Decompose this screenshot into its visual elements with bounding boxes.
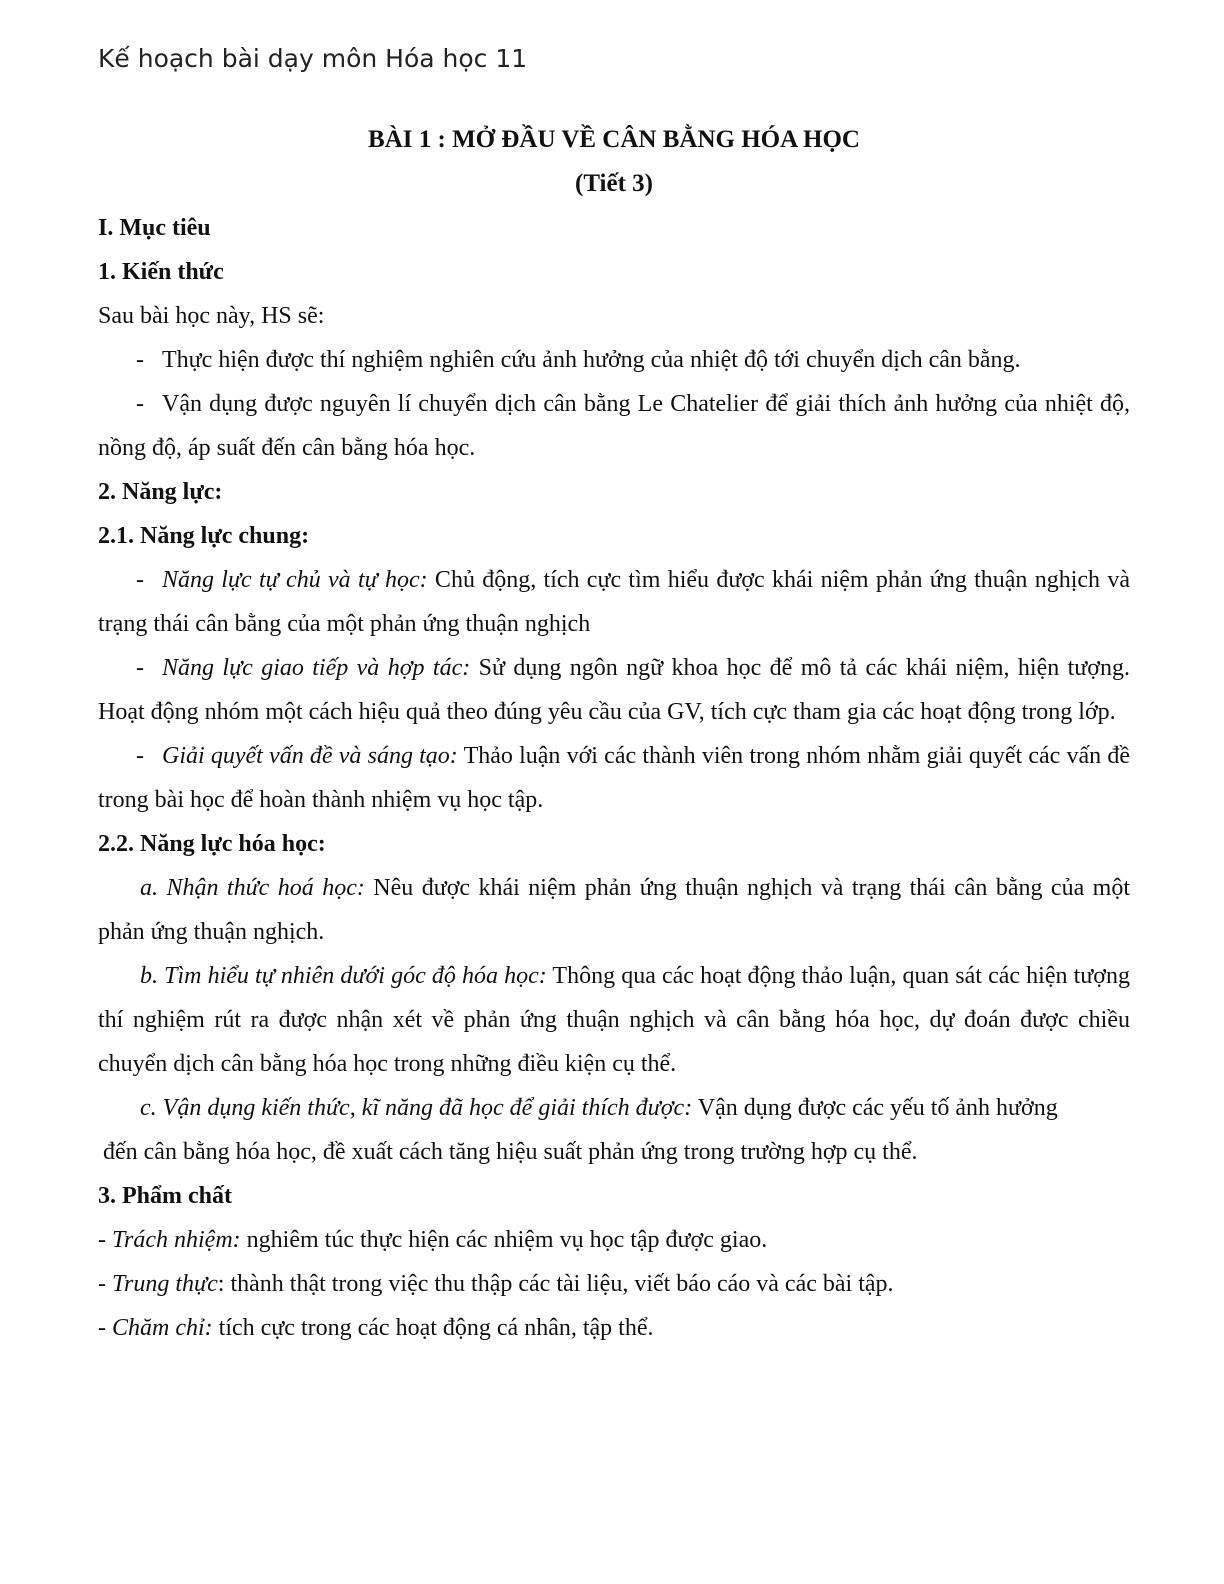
knowledge-item-1: - Thực hiện được thí nghiệm nghiên cứu ảnh hưởng của nhiệt độ tới chuyển dịch cân bằng.	[98, 338, 1130, 382]
lesson-title: BÀI 1 : MỞ ĐẦU VỀ CÂN BẰNG HÓA HỌC	[368, 126, 860, 153]
section-objectives: I. Mục tiêu	[98, 215, 211, 241]
section-general-competence: 2.1. Năng lực chung:	[98, 523, 310, 549]
page-header: Kế hoạch bài dạy môn Hóa học 11	[98, 44, 528, 73]
dash-bullet: -	[136, 655, 144, 681]
quality-item-3: - Chăm chỉ: tích cực trong các hoạt động cá nhân, tập thể.	[98, 1315, 654, 1341]
dash-bullet: -	[136, 391, 144, 417]
quality-item-2: - Trung thực: thành thật trong việc thu thập các tài liệu, viết báo cáo và các bài tập.	[98, 1271, 894, 1297]
dash-bullet: -	[136, 567, 144, 593]
section-chemistry-competence: 2.2. Năng lực hóa học:	[98, 831, 326, 857]
section-qualities: 3. Phẩm chất	[98, 1183, 232, 1209]
chem-competence-c: c. Vận dụng kiến thức, kĩ năng đã học để giải thích được: Vận dụng được các yếu tố ảnh hưởng	[140, 1095, 1058, 1121]
competence-item-3: - Giải quyết vấn đề và sáng tạo: Thảo luận với các thành viên trong nhóm nhằm giải quyết các vấn đề trong bài học để hoàn thành nhiệm vụ học tập.	[98, 734, 1130, 822]
quality-item-1: - Trách nhiệm: nghiêm túc thực hiện các nhiệm vụ học tập được giao.	[98, 1227, 768, 1253]
chem-competence-b: b. Tìm hiểu tự nhiên dưới góc độ hóa học: Thông qua các hoạt động thảo luận, quan sát các hiện tượng thí nghiệm rút ra được nhận xét về phản ứng thuận nghịch và cân bằng hóa học, dự đoán được chiều chuyển dịch cân bằng hóa học trong những điều kiện cụ thể.	[98, 963, 1130, 1077]
document-body	[98, 118, 1130, 1350]
knowledge-intro: Sau bài học này, HS sẽ:	[98, 303, 325, 329]
lesson-subtitle: (Tiết 3)	[575, 170, 653, 197]
competence-item-1: - Năng lực tự chủ và tự học: Chủ động, tích cực tìm hiểu được khái niệm phản ứng thuận nghịch và trạng thái cân bằng của một phản ứng thuận nghịch	[98, 558, 1130, 646]
dash-bullet: -	[136, 347, 144, 373]
section-competence: 2. Năng lực:	[98, 479, 223, 505]
dash-bullet: -	[136, 743, 144, 769]
section-knowledge: 1. Kiến thức	[98, 259, 224, 285]
chem-competence-a: a. Nhận thức hoá học: Nêu được khái niệm phản ứng thuận nghịch và trạng thái cân bằng của một phản ứng thuận nghịch.	[98, 875, 1131, 945]
competence-item-2: - Năng lực giao tiếp và hợp tác: Sử dụng ngôn ngữ khoa học để mô tả các khái niệm, hiện tượng. Hoạt động nhóm một cách hiệu quả theo đúng yêu cầu của GV, tích cực tham gia các hoạt động trong lớp.	[98, 646, 1130, 734]
knowledge-item-2: - Vận dụng được nguyên lí chuyển dịch cân bằng Le Chatelier để giải thích ảnh hưởng của nhiệt độ, nồng độ, áp suất đến cân bằng hóa học.	[98, 382, 1130, 470]
chem-competence-c-continued: đến cân bằng hóa học, đề xuất cách tăng hiệu suất phản ứng trong trường hợp cụ thể.	[103, 1139, 918, 1165]
